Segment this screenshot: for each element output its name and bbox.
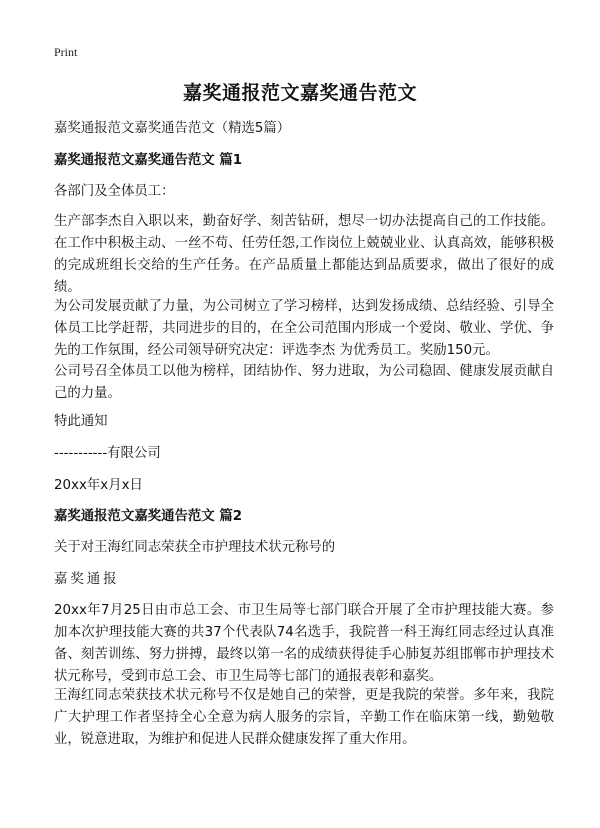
article2-heading: 嘉奖通报范文嘉奖通告范文 篇2 xyxy=(54,509,243,524)
article1-company: -----------有限公司 xyxy=(54,446,161,461)
document-subtitle: 嘉奖通报范文嘉奖通告范文（精选5篇） xyxy=(54,121,291,136)
page-title: 嘉奖通报范文嘉奖通告范文 xyxy=(182,82,417,104)
article1-paragraph-2: 为公司发展贡献了力量，为公司树立了学习榜样，达到发扬成绩、总结经验、引导全体员工比学赶帮，共同进步的目的，在全公司范围内形成一个爱岗、敬业、学优、争先的工作氛围，经公司领导研究决定：评选李杰 为优秀员工。奖励150元。 xyxy=(54,299,554,358)
article1-paragraph-3: 公司号召全体员工以他为榜样，团结协作、努力进取，为公司稳固、健康发展贡献自己的力量。 xyxy=(54,364,554,401)
article1-paragraph-1: 生产部李杰自入职以来，勤奋好学、刻苦钻研，想尽一切办法提高自己的工作技能。在工作中积极主动、一丝不苟、任劳任怨,工作岗位上兢兢业业、认真高效，能够积极的完成班组长交给的生产任务。在产品质量上都能达到品质要求，做出了很好的成绩。 xyxy=(54,214,554,295)
article1-heading: 嘉奖通报范文嘉奖通告范文 篇1 xyxy=(54,153,243,168)
article2-about: 关于对王海红同志荣获全市护理技术状元称号的 xyxy=(54,540,336,555)
print-link[interactable]: Print xyxy=(54,45,78,59)
article2-label: 嘉奖通报 xyxy=(54,572,120,587)
article1-notice: 特此通知 xyxy=(54,414,108,429)
article1-date: 20xx年x月x日 xyxy=(54,478,143,493)
article2-paragraph-1: 20xx年7月25日由市总工会、市卫生局等七部门联合开展了全市护理技能大赛。参加本次护理技能大赛的共37个代表队74名选手，我院普一科王海红同志经过认真准备、刻苦训练、努力拼搏，最终以第一名的成绩获得徒手心肺复苏组邯郸市护理技术状元称号，受到市总工会、市卫生局等七部门的通报表彰和嘉奖。 xyxy=(54,603,554,684)
article2-paragraph-2: 王海红同志荣获技术状元称号不仅是她自己的荣誉，更是我院的荣誉。多年来，我院广大护理工作者坚持全心全意为病人服务的宗旨，辛勤工作在临床第一线，勤勉敬业，锐意进取，为维护和促进人民群众健康发挥了重大作用。 xyxy=(54,688,554,747)
article1-salutation: 各部门及全体员工： xyxy=(54,184,175,199)
